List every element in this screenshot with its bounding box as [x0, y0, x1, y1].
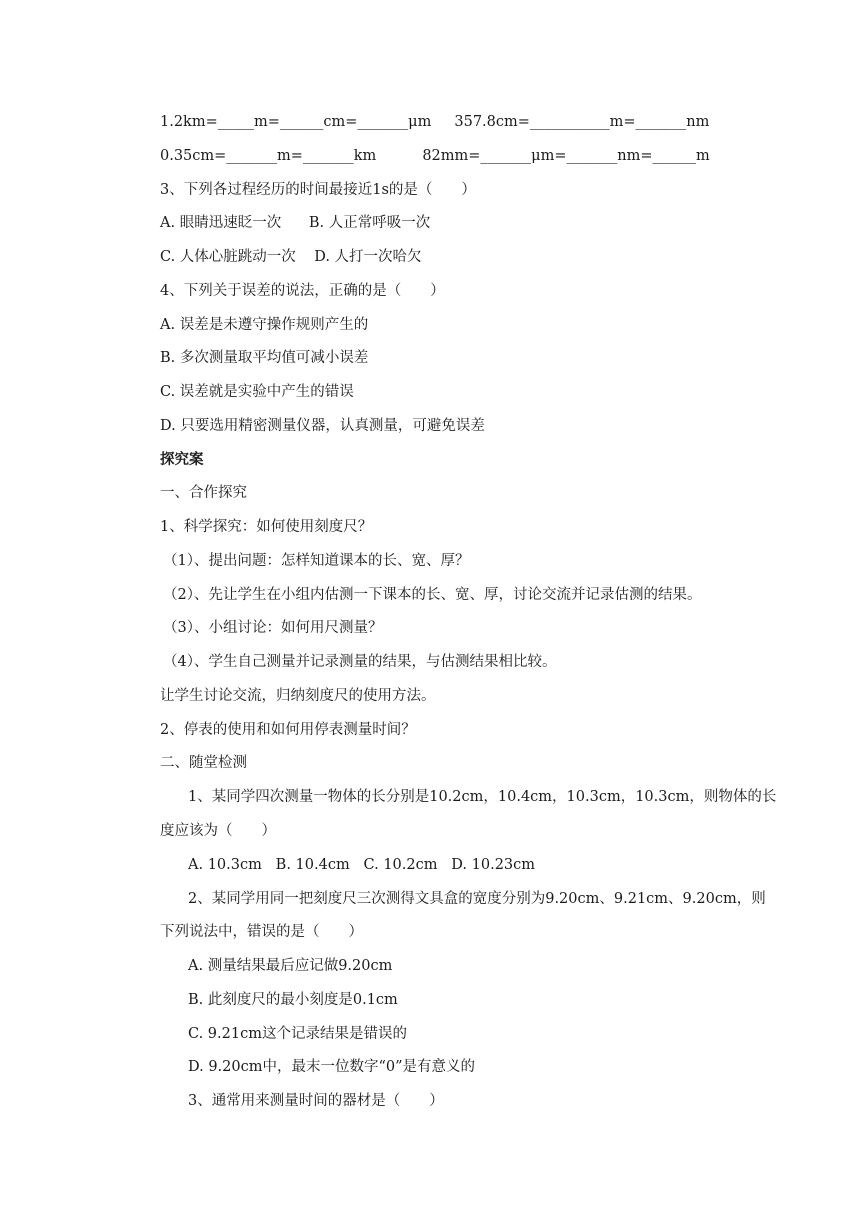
- test-question-1-stem-cont: 度应该为（ ）: [160, 823, 276, 839]
- explore-summary: 让学生讨论交流，归纳刻度尺的使用方法。: [160, 688, 436, 704]
- explore-item-2: 2、停表的使用和如何用停表测量时间？: [160, 722, 416, 738]
- subsection-classroom-test: 二、随堂检测: [160, 755, 247, 771]
- test-question-1-options: A. 10.3cm B. 10.4cm C. 10.2cm D. 10.23cm: [188, 857, 536, 873]
- subsection-cooperative: 一、合作探究: [160, 485, 247, 501]
- test-question-2-stem: 2、某同学用同一把刻度尺三次测得文具盒的宽度分别为9.20cm、9.21cm、9.20cm，则: [188, 891, 766, 907]
- explore-item-1: 1、科学探究：如何使用刻度尺？: [160, 519, 373, 535]
- test-question-2-stem-cont: 下列说法中，错误的是（ ）: [160, 924, 363, 940]
- explore-step-1: （1）、提出问题：怎样知道课本的长、宽、厚？: [163, 553, 470, 569]
- unit-conversion-line-1: 1.2km=_____m=______cm=_______μm 357.8cm=___________m=_______nm: [160, 114, 710, 130]
- test-question-2-option-d: D. 9.20cm中，最末一位数字“0”是有意义的: [188, 1059, 476, 1075]
- question-4-option-a: A. 误差是未遵守操作规则产生的: [160, 317, 369, 333]
- explore-step-4: （4）、学生自己测量并记录测量的结果，与估测结果相比较。: [163, 654, 557, 670]
- question-4-option-d: D. 只要选用精密测量仪器，认真测量，可避免误差: [160, 418, 485, 434]
- test-question-1-stem: 1、某同学四次测量一物体的长分别是10.2cm，10.4cm，10.3cm，10.3cm，则物体的长: [188, 789, 777, 805]
- question-4-stem: 4、下列关于误差的说法，正确的是（ ）: [160, 283, 445, 299]
- question-4-option-c: C. 误差就是实验中产生的错误: [160, 384, 354, 400]
- unit-conversion-line-2: 0.35cm=_______m=_______km 82mm=_______μm=_______nm=______m: [160, 148, 710, 164]
- question-3-options-ab: A. 眼睛迅速眨一次 B. 人正常呼吸一次: [160, 215, 431, 231]
- test-question-2-option-c: C. 9.21cm这个记录结果是错误的: [188, 1026, 407, 1042]
- test-question-2-option-a: A. 测量结果最后应记做9.20cm: [188, 958, 393, 974]
- question-3-stem: 3、下列各过程经历的时间最接近1s的是（ ）: [160, 182, 476, 198]
- question-3-options-cd: C. 人体心脏跳动一次 D. 人打一次哈欠: [160, 249, 422, 265]
- section-heading-explore: 探究案: [160, 452, 204, 468]
- explore-step-2: （2）、先让学生在小组内估测一下课本的长、宽、厚，讨论交流并记录估测的结果。: [163, 587, 702, 603]
- explore-step-3: （3）、小组讨论：如何用尺测量？: [163, 620, 383, 636]
- question-4-option-b: B. 多次测量取平均值可减小误差: [160, 350, 369, 366]
- test-question-2-option-b: B. 此刻度尺的最小刻度是0.1cm: [188, 992, 398, 1008]
- test-question-3-stem: 3、通常用来测量时间的器材是（ ）: [188, 1093, 444, 1109]
